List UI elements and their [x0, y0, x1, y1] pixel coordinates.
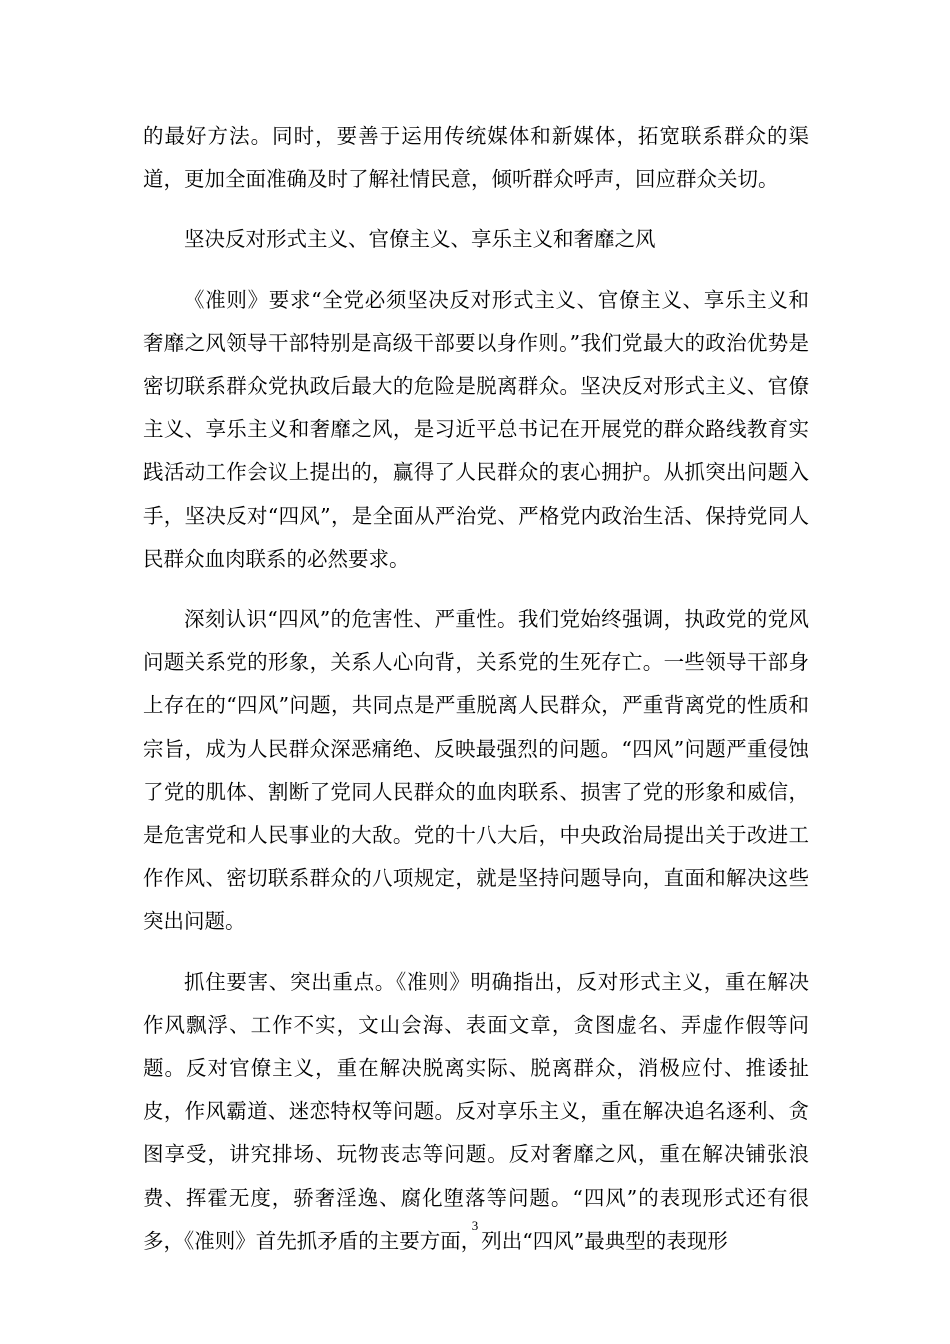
paragraph-continued: 的最好方法。同时，要善于运用传统媒体和新媒体，拓宽联系群众的渠道，更加全面准确及时了解社情民意，倾听群众呼声，回应群众关切。: [143, 124, 809, 192]
paragraph: 深刻认识“四风”的危害性、严重性。我们党始终强调，执政党的党风问题关系党的形象，关系人心向背，关系党的生死存亡。一些领导干部身上存在的“四风”问题，共同点是严重脱离人民群众，严重背离党的性质和宗旨，成为人民群众深恶痛绝、反映最强烈的问题。“四风”问题严重侵蚀了党的肌体、割断了党同人民群众的血肉联系、损害了党的形象和威信，是危害党和人民事业的大敌。党的十八大后，中央政治局提出关于改进工作作风、密切联系群众的八项规定，就是坚持问题导向，直面和解决这些突出问题。: [143, 607, 809, 934]
paragraph: 《准则》要求“全党必须坚决反对形式主义、官僚主义、享乐主义和奢靡之风领导干部特别是高级干部要以身作则。”我们党最大的政治优势是密切联系群众党执政后最大的危险是脱离群众。坚决反对形式主义、官僚主义、享乐主义和奢靡之风，是习近平总书记在开展党的群众路线教育实践活动工作会议上提出的，赢得了人民群众的衷心拥护。从抓突出问题入手，坚决反对“四风”，是全面从严治党、严格党内政治生活、保持党同人民群众血肉联系的必然要求。: [143, 287, 809, 571]
paragraph: 抓住要害、突出重点。《准则》明确指出，反对形式主义，重在解决作风飘浮、工作不实，文山会海、表面文章，贪图虚名、弄虚作假等问题。反对官僚主义，重在解决脱离实际、脱离群众，消极应付、推诿扯皮，作风霸道、迷恋特权等问题。反对享乐主义，重在解决追名逐利、贪图享受，讲究排场、玩物丧志等问题。反对奢靡之风，重在解决铺张浪费、挥霍无度，骄奢淫逸、腐化堕落等问题。“四风”的表现形式还有很多，《准则》首先抓矛盾的主要方面，列出“四风”最典型的表现形: [143, 969, 809, 1253]
section-heading: 坚决反对形式主义、官僚主义、享乐主义和奢靡之风: [184, 227, 656, 252]
page-number: 3: [471, 1218, 479, 1233]
document-body: [143, 115, 809, 1280]
